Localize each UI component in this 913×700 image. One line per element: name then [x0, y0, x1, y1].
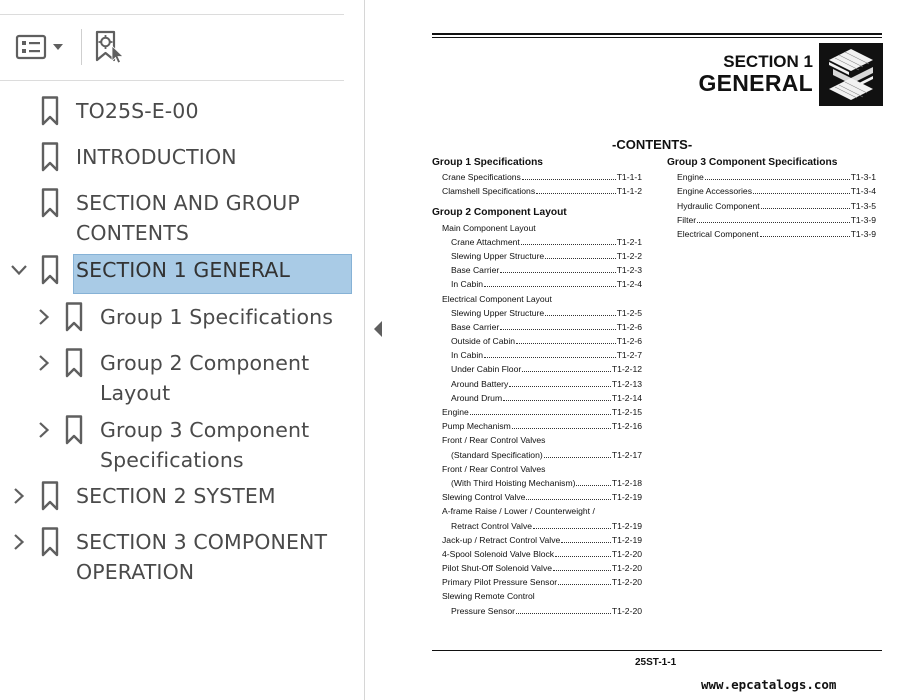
toc-entry[interactable] — [667, 198, 876, 212]
toc-leader-dots — [760, 236, 850, 237]
bookmark-label[interactable]: SECTION AND GROUP CONTENTS — [76, 191, 300, 245]
toc-subheading — [432, 220, 642, 234]
toc-gap — [432, 198, 642, 206]
section-number: SECTION 1 — [723, 52, 813, 71]
toc-leader-dots — [561, 542, 611, 543]
toc-leader-dots — [761, 208, 850, 209]
toc-entry[interactable] — [432, 419, 642, 433]
toc-entry-label: Around Drum — [451, 392, 503, 403]
toc-entry[interactable] — [667, 213, 876, 227]
toc-leader-dots — [533, 528, 611, 529]
toc-leader-dots — [705, 179, 850, 180]
toc-entry-label: Base Carrier — [451, 265, 500, 276]
bookmark-icon — [41, 481, 59, 511]
toc-page-ref: T1-2-7 — [616, 350, 642, 361]
toc-page-ref: T1-3-9 — [850, 228, 876, 239]
chevron-right-icon[interactable] — [33, 352, 55, 374]
chevron-right-icon[interactable] — [33, 306, 55, 328]
toc-group-heading: Group 1 Specifications — [432, 157, 543, 168]
bookmark-label-selected[interactable]: SECTION 1 GENERAL — [73, 254, 352, 294]
toc-entry-label: Primary Pilot Pressure Sensor — [442, 577, 558, 588]
toc-page-ref: T1-2-13 — [611, 378, 642, 389]
toc-entry[interactable] — [432, 320, 642, 334]
bookmark-label[interactable]: SECTION 2 SYSTEM — [76, 484, 276, 508]
footer-rule — [432, 650, 882, 651]
triangle-left-icon — [371, 318, 385, 340]
toc-entry-label: Front / Rear Control Valves — [442, 435, 546, 446]
collapse-panel-button[interactable] — [371, 318, 385, 340]
toc-entry[interactable] — [667, 184, 876, 198]
toc-entry-label: (Standard Specification) — [451, 449, 543, 460]
toc-page-ref: T1-2-19 — [611, 520, 642, 531]
toc-entry-label: Crane Attachment — [451, 236, 520, 247]
toc-page-ref: T1-2-20 — [611, 605, 642, 616]
toc-page-ref: T1-2-3 — [616, 265, 642, 276]
list-options-icon — [14, 31, 68, 63]
toc-page-ref: T1-1-2 — [616, 186, 642, 197]
toc-entry[interactable] — [432, 447, 642, 461]
header-rule — [432, 33, 882, 35]
toc-leader-dots — [526, 499, 610, 500]
toc-entry[interactable] — [432, 235, 642, 249]
toc-page-ref: T1-2-20 — [611, 548, 642, 559]
toc-leader-dots — [544, 457, 611, 458]
toc-entry[interactable] — [432, 306, 642, 320]
page-code: 25ST-1-1 — [635, 657, 677, 668]
toc-page-ref: T1-2-5 — [616, 307, 642, 318]
bookmark-item-section-and-group-contents[interactable] — [0, 188, 360, 250]
toc-leader-dots — [553, 570, 611, 571]
toc-entry[interactable] — [432, 575, 642, 589]
toc-entry[interactable] — [432, 184, 642, 198]
toc-entry-label: In Cabin — [451, 350, 484, 361]
toc-entry-label: Outside of Cabin — [451, 336, 516, 347]
toc-entry[interactable] — [432, 348, 642, 362]
toc-leader-dots — [512, 428, 611, 429]
toc-page-ref: T1-2-14 — [611, 392, 642, 403]
toc-entry-label: Filter — [677, 214, 697, 225]
toc-page-ref: T1-2-17 — [611, 449, 642, 460]
watermark-text: www.epcatalogs.com — [701, 677, 837, 692]
toc-entry-label: Jack-up / Retract Control Valve — [442, 534, 561, 545]
toc-entry[interactable] — [432, 561, 642, 575]
toc-entry[interactable] — [667, 170, 876, 184]
toc-entry[interactable] — [432, 362, 642, 376]
toc-group-heading: Group 2 Component Layout — [432, 207, 567, 219]
chevron-right-icon[interactable] — [8, 485, 30, 507]
toc-page-ref: T1-2-2 — [616, 250, 642, 261]
toc-page-ref: T1-2-6 — [616, 336, 642, 347]
toc-entry[interactable] — [432, 518, 642, 532]
toc-right-column — [667, 156, 876, 241]
toc-entry-label: Pump Mechanism — [442, 421, 511, 432]
toc-leader-dots — [753, 193, 850, 194]
toc-entry-label: Engine — [677, 172, 704, 183]
toc-entry[interactable] — [432, 490, 642, 504]
toc-entry[interactable] — [432, 170, 642, 184]
bookmark-icon — [65, 415, 83, 445]
section-name: GENERAL — [698, 70, 813, 96]
toc-leader-dots — [522, 371, 611, 372]
toc-entry[interactable] — [432, 547, 642, 561]
toc-page-ref: T1-2-6 — [616, 321, 642, 332]
toc-entry-label: Slewing Control Valve — [442, 492, 526, 503]
bookmark-icon — [41, 188, 59, 218]
toolbar-separator — [81, 29, 82, 65]
toc-page-ref: T1-3-9 — [850, 214, 876, 225]
toc-page-ref: T1-3-4 — [850, 186, 876, 197]
toc-page-ref: T1-3-5 — [850, 200, 876, 211]
toc-subheading — [432, 462, 642, 476]
toc-entry-label: In Cabin — [451, 279, 484, 290]
toc-entry-label: Retract Control Valve — [451, 520, 533, 531]
chevron-right-icon[interactable] — [8, 531, 30, 553]
toc-entry[interactable] — [432, 277, 642, 291]
toc-page-ref: T1-2-19 — [611, 492, 642, 503]
header-rule-thin — [432, 37, 882, 38]
toc-page-ref: T1-2-18 — [611, 477, 642, 488]
company-logo — [819, 43, 883, 106]
toc-page-ref: T1-1-1 — [616, 172, 642, 183]
bookmark-label[interactable]: Group 3 Component Specifications — [100, 418, 310, 472]
toc-entry-label: Front / Rear Control Valves — [442, 463, 546, 474]
toc-entry[interactable] — [432, 249, 642, 263]
toc-leader-dots — [500, 329, 615, 330]
bookmark-item-to25s-e-00[interactable] — [0, 96, 360, 128]
toc-entry-label: A-frame Raise / Lower / Counterweight / — [442, 506, 595, 517]
bookmark-icon — [41, 527, 59, 557]
bookmark-icon — [65, 302, 83, 332]
toc-entry-label: Slewing Upper Structure — [451, 307, 545, 318]
toc-page-ref: T1-2-15 — [611, 407, 642, 417]
bookmark-icon — [41, 255, 59, 285]
bookmark-item-section-2-system[interactable] — [0, 481, 360, 513]
toc-subheading — [432, 291, 642, 305]
toc-page-ref: T1-2-4 — [616, 279, 642, 290]
bookmark-item-introduction[interactable] — [0, 142, 360, 174]
toc-subheading — [432, 433, 642, 447]
toc-entry-label: Engine — [442, 407, 469, 417]
toc-entry-label: Clamshell Specifications — [442, 186, 536, 197]
bookmark-item-section-1-general[interactable] — [0, 254, 360, 294]
bookmark-label[interactable]: TO25S-E-00 — [76, 99, 199, 123]
chevron-down-icon[interactable] — [8, 259, 30, 281]
toc-leader-dots — [555, 556, 611, 557]
toc-page-ref: T1-2-1 — [616, 236, 642, 247]
toc-entry-label: Under Cabin Floor — [451, 364, 522, 375]
bookmark-label[interactable]: INTRODUCTION — [76, 145, 237, 169]
bookmark-icon — [41, 142, 59, 172]
toc-entry-label: Pilot Shut-Off Solenoid Valve — [442, 563, 553, 574]
contents-title: -CONTENTS- — [612, 137, 693, 152]
toc-entry-label: Electrical Component Layout — [442, 293, 552, 304]
toc-entry[interactable] — [432, 334, 642, 348]
find-bookmark-button[interactable] — [92, 31, 128, 63]
toc-leader-dots — [521, 244, 616, 245]
bookmarks-panel — [0, 0, 365, 700]
toc-leader-dots — [516, 343, 616, 344]
toc-left-column — [432, 156, 642, 618]
pdf-page — [392, 0, 913, 700]
toc-leader-dots — [522, 179, 616, 180]
toc-entry[interactable] — [667, 227, 876, 241]
toc-entry-label: Around Battery — [451, 378, 509, 389]
toc-leader-dots — [484, 357, 616, 358]
toc-page-ref: T1-2-12 — [611, 364, 642, 375]
toc-entry[interactable] — [432, 533, 642, 547]
toc-leader-dots — [509, 386, 611, 387]
toc-entry-label: Main Component Layout — [442, 222, 536, 233]
toc-page-ref: T1-2-20 — [611, 577, 642, 588]
toc-leader-dots — [500, 272, 615, 273]
toc-entry[interactable] — [432, 263, 642, 277]
toc-entry-label: Engine Accessories — [677, 186, 752, 197]
toc-entry-label: Electrical Component — [677, 228, 759, 239]
bookmark-label[interactable]: Group 2 Component Layout — [100, 351, 310, 405]
toc-entry[interactable] — [432, 476, 642, 490]
toc-entry-label: Crane Specifications — [442, 172, 521, 183]
toc-entry[interactable] — [432, 391, 642, 405]
bookmark-icon — [41, 96, 59, 126]
toc-page-ref: T1-2-16 — [611, 421, 642, 432]
toc-entry[interactable] — [432, 376, 642, 390]
toc-entry[interactable] — [432, 405, 642, 419]
toc-entry-label: Slewing Upper Structure — [451, 250, 545, 261]
toc-leader-dots — [503, 400, 611, 401]
toc-leader-dots — [558, 584, 611, 585]
toc-leader-dots — [545, 315, 616, 316]
toc-page-ref: T1-2-20 — [611, 563, 642, 574]
toc-leader-dots — [576, 485, 610, 486]
s-cube-logo-icon — [819, 43, 883, 106]
toc-leader-dots — [545, 258, 616, 259]
toc-leader-dots — [484, 286, 616, 287]
toc-group-heading: Group 3 Component Specifications — [667, 157, 838, 168]
options-menu-button[interactable] — [14, 31, 68, 63]
bookmark-label[interactable]: SECTION 3 COMPONENT OPERATION — [76, 530, 328, 584]
toc-leader-dots — [516, 613, 611, 614]
toc-page-ref: T1-2-19 — [611, 534, 642, 545]
toc-entry[interactable] — [432, 603, 642, 617]
chevron-right-icon[interactable] — [33, 419, 55, 441]
bookmark-label[interactable]: Group 1 Specifications — [100, 305, 333, 329]
toc-entry-label: 4-Spool Solenoid Valve Block — [442, 548, 555, 559]
bookmark-icon — [65, 348, 83, 378]
toc-page-ref: T1-3-1 — [850, 172, 876, 183]
bookmark-item-group-3-component-specifications[interactable] — [0, 415, 360, 477]
toc-entry-label: (With Third Hoisting Mechanism) — [451, 477, 576, 488]
bookmarks-toolbar — [0, 14, 344, 81]
toc-entry-label: Hydraulic Component — [677, 200, 760, 211]
toc-entry-label: Pressure Sensor — [451, 605, 516, 616]
toc-subheading — [432, 504, 642, 518]
bookmark-item-group-2-component-layout[interactable] — [0, 348, 360, 410]
toc-leader-dots — [697, 222, 850, 223]
toc-subheading — [432, 589, 642, 603]
toc-entry-label: Base Carrier — [451, 321, 500, 332]
toc-entry-label: Slewing Remote Control — [442, 591, 535, 602]
toc-leader-dots — [536, 193, 616, 194]
bookmark-item-section-3-component-operation[interactable] — [0, 527, 360, 589]
bookmark-search-icon — [92, 30, 128, 64]
toc-leader-dots — [470, 414, 611, 415]
bookmark-item-group-1-specifications[interactable] — [0, 302, 360, 334]
